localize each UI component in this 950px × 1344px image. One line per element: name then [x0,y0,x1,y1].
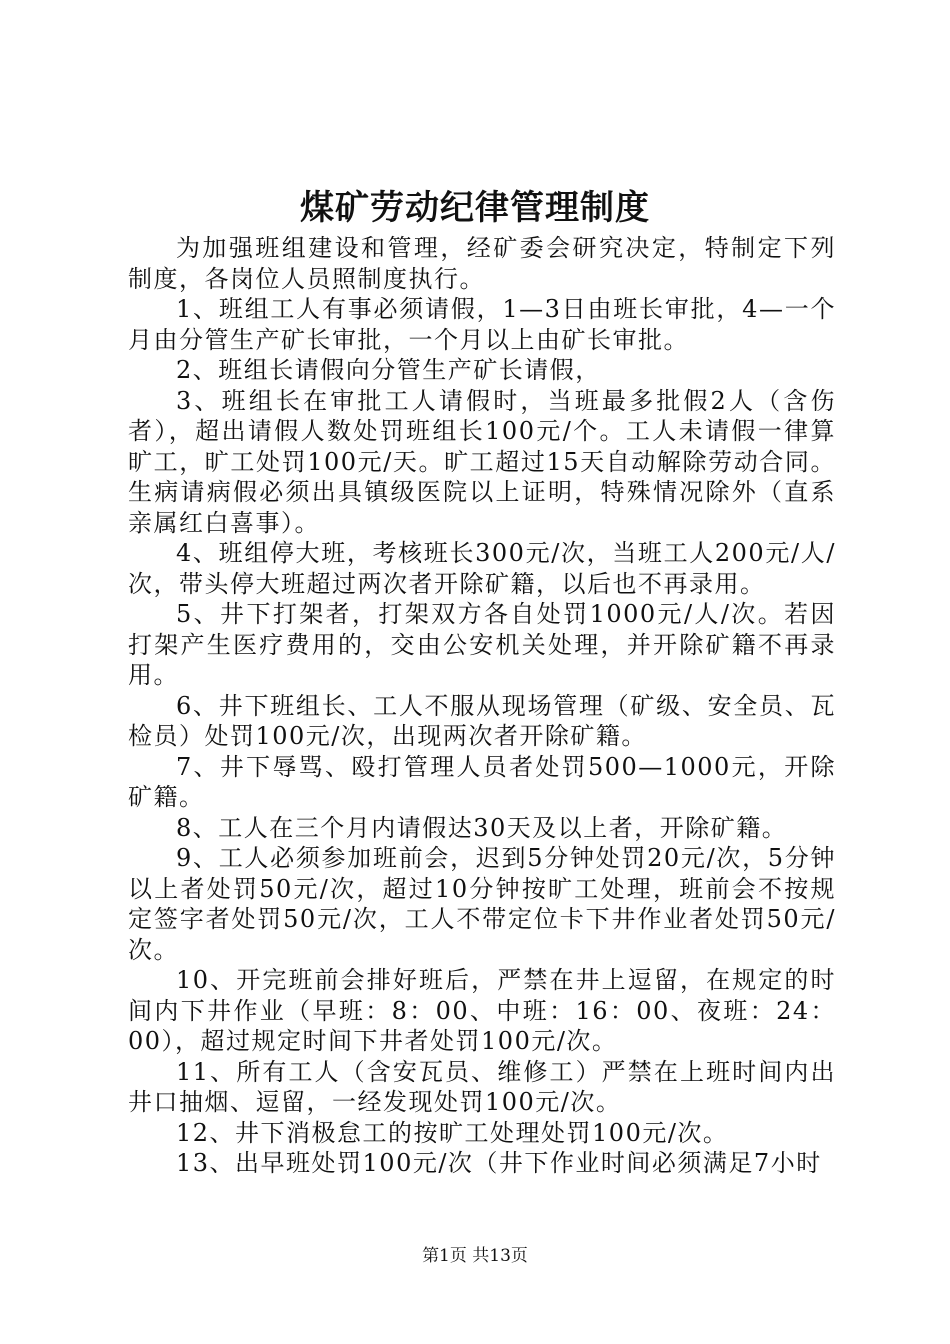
paragraph-item-10: 10、开完班前会排好班后，严禁在井上逗留，在规定的时间内下井作业（早班：8：00、中班：16：00、夜班：24：00），超过规定时间下井者处罚100元/次。 [128,966,836,1055]
document-body [128,233,836,1179]
paragraph-item-3: 3、班组长在审批工人请假时，当班最多批假2人（含伤者），超出请假人数处罚班组长100元/个。工人未请假一律算旷工，旷工处罚100元/天。旷工超过15天自动解除劳动合同。生病请病假必须出具镇级医院以上证明，特殊情况除外（直系亲属红白喜事）。 [128,386,836,537]
paragraph-intro: 为加强班组建设和管理，经矿委会研究决定，特制定下列制度，各岗位人员照制度执行。 [128,234,836,293]
paragraph-item-11: 11、所有工人（含安瓦员、维修工）严禁在上班时间内出井口抽烟、逗留，一经发现处罚100元/次。 [128,1057,836,1116]
paragraph-item-5: 5、井下打架者，打架双方各自处罚1000元/人/次。若因打架产生医疗费用的，交由公安机关处理，并开除矿籍不再录用。 [128,600,836,689]
paragraph-item-4: 4、班组停大班，考核班长300元/次，当班工人200元/人/次，带头停大班超过两次者开除矿籍，以后也不再录用。 [128,539,836,598]
paragraph-item-8: 8、工人在三个月内请假达30天及以上者，开除矿籍。 [176,813,788,842]
paragraph-item-12: 12、井下消极怠工的按旷工处理处罚100元/次。 [176,1118,729,1147]
page-number-footer: 第1页 共13页 [422,1246,528,1266]
paragraph-item-7: 7、井下辱骂、殴打管理人员者处罚500—1000元，开除矿籍。 [128,752,836,811]
paragraph-item-9: 9、工人必须参加班前会，迟到5分钟处罚20元/次，5分钟以上者处罚50元/次，超过10分钟按旷工处理，班前会不按规定签字者处罚50元/次，工人不带定位卡下井作业者处罚50元/次。 [128,844,836,964]
document-title: 煤矿劳动纪律管理制度 [300,188,650,228]
paragraph-item-1: 1、班组工人有事必须请假，1—3日由班长审批，4—一个月由分管生产矿长审批，一个月以上由矿长审批。 [128,295,836,354]
paragraph-item-2: 2、班组长请假向分管生产矿长请假， [176,356,601,384]
paragraph-item-6: 6、井下班组长、工人不服从现场管理（矿级、安全员、瓦检员）处罚100元/次，出现两次者开除矿籍。 [128,691,836,750]
paragraph-item-13: 13、出早班处罚100元/次（井下作业时间必须满足7小时 [176,1149,822,1177]
